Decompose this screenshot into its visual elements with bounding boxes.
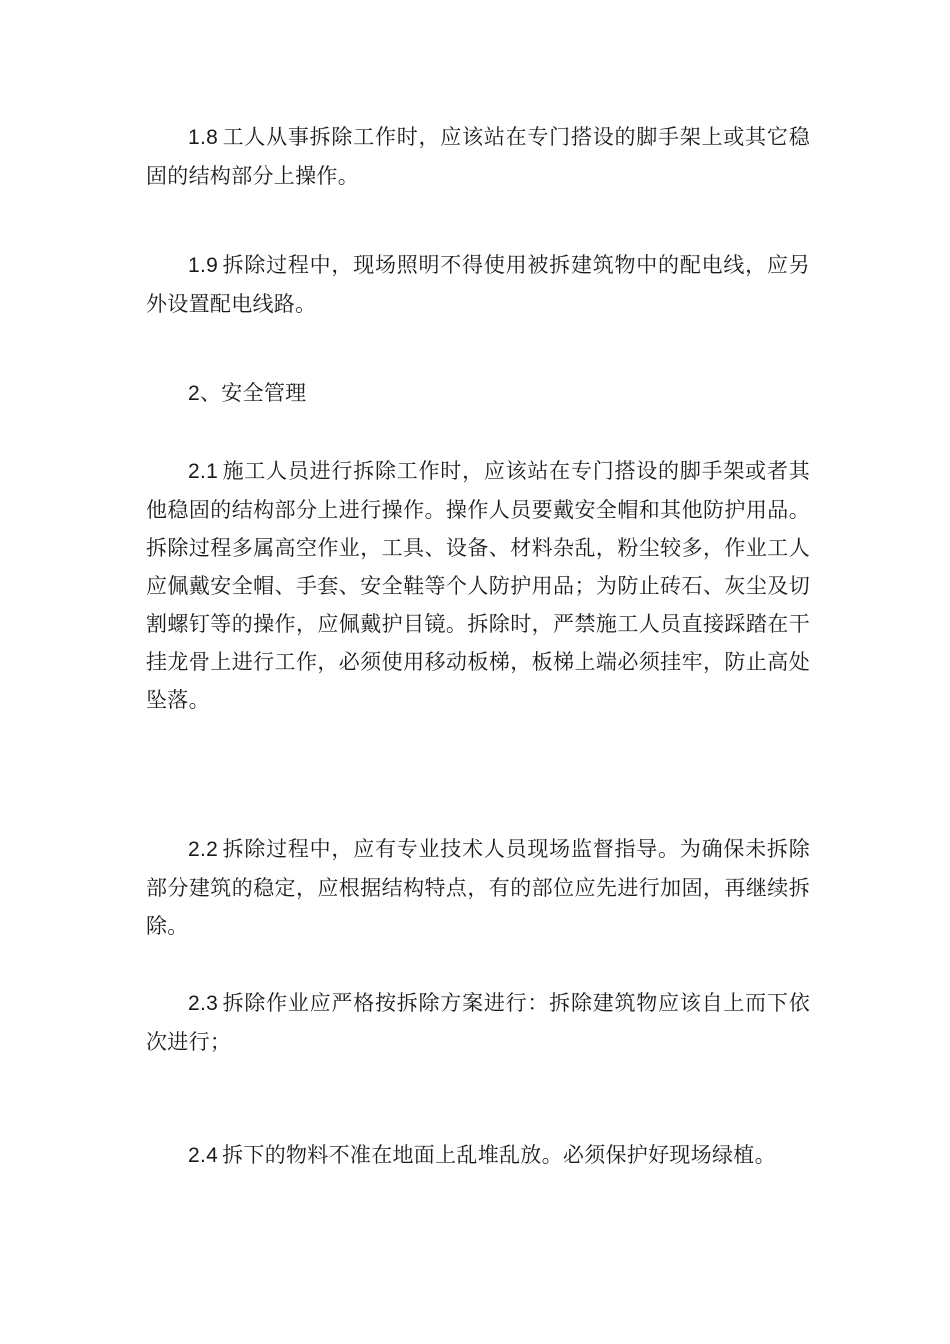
paragraph-number: 2.1 — [188, 460, 219, 483]
paragraph-1-9 — [146, 246, 810, 323]
paragraph-text: 拆除过程中，应有专业技术人员现场监督指导。为确保未拆除部分建筑的稳定，应根据结构特点，有的部位应先进行加固，再继续拆除。 — [146, 837, 810, 938]
paragraph-text: 拆除过程中，现场照明不得使用被拆建筑物中的配电线，应另外设置配电线路。 — [146, 253, 810, 316]
paragraph-number: 1.9 — [188, 254, 219, 277]
section-heading-2 — [146, 374, 810, 413]
paragraph-number: 2.4 — [188, 1144, 219, 1167]
paragraph-2-4 — [146, 1136, 810, 1175]
paragraph-text: 拆除作业应严格按拆除方案进行：拆除建筑物应该自上而下依次进行； — [146, 991, 810, 1054]
paragraph-number: 2.2 — [188, 838, 219, 861]
paragraph-2-3 — [146, 984, 810, 1061]
paragraph-2-2 — [146, 830, 810, 945]
paragraph-number: 1.8 — [188, 126, 219, 149]
section-number: 2、 — [188, 382, 222, 405]
paragraph-1-8 — [146, 118, 810, 195]
paragraph-number: 2.3 — [188, 992, 219, 1015]
section-title: 安全管理 — [221, 381, 307, 405]
paragraph-text: 拆下的物料不准在地面上乱堆乱放。必须保护好现场绿植。 — [222, 1143, 776, 1167]
paragraph-text: 施工人员进行拆除工作时，应该站在专门搭设的脚手架或者其他稳固的结构部分上进行操作。操作人员要戴安全帽和其他防护用品。拆除过程多属高空作业，工具、设备、材料杂乱，粉尘较多，作业工人应佩戴安全帽、手套、安全鞋等个人防护用品；为防止砖石、灰尘及切割螺钉等的操作，应佩戴护目镜。拆除时，严禁施工人员直接踩踏在干挂龙骨上进行工作，必须使用移动板梯，板梯上端必须挂牢，防止高处坠落。 — [146, 459, 810, 712]
paragraph-text: 工人从事拆除工作时，应该站在专门搭设的脚手架上或其它稳固的结构部分上操作。 — [146, 125, 810, 188]
paragraph-2-1 — [146, 452, 810, 719]
